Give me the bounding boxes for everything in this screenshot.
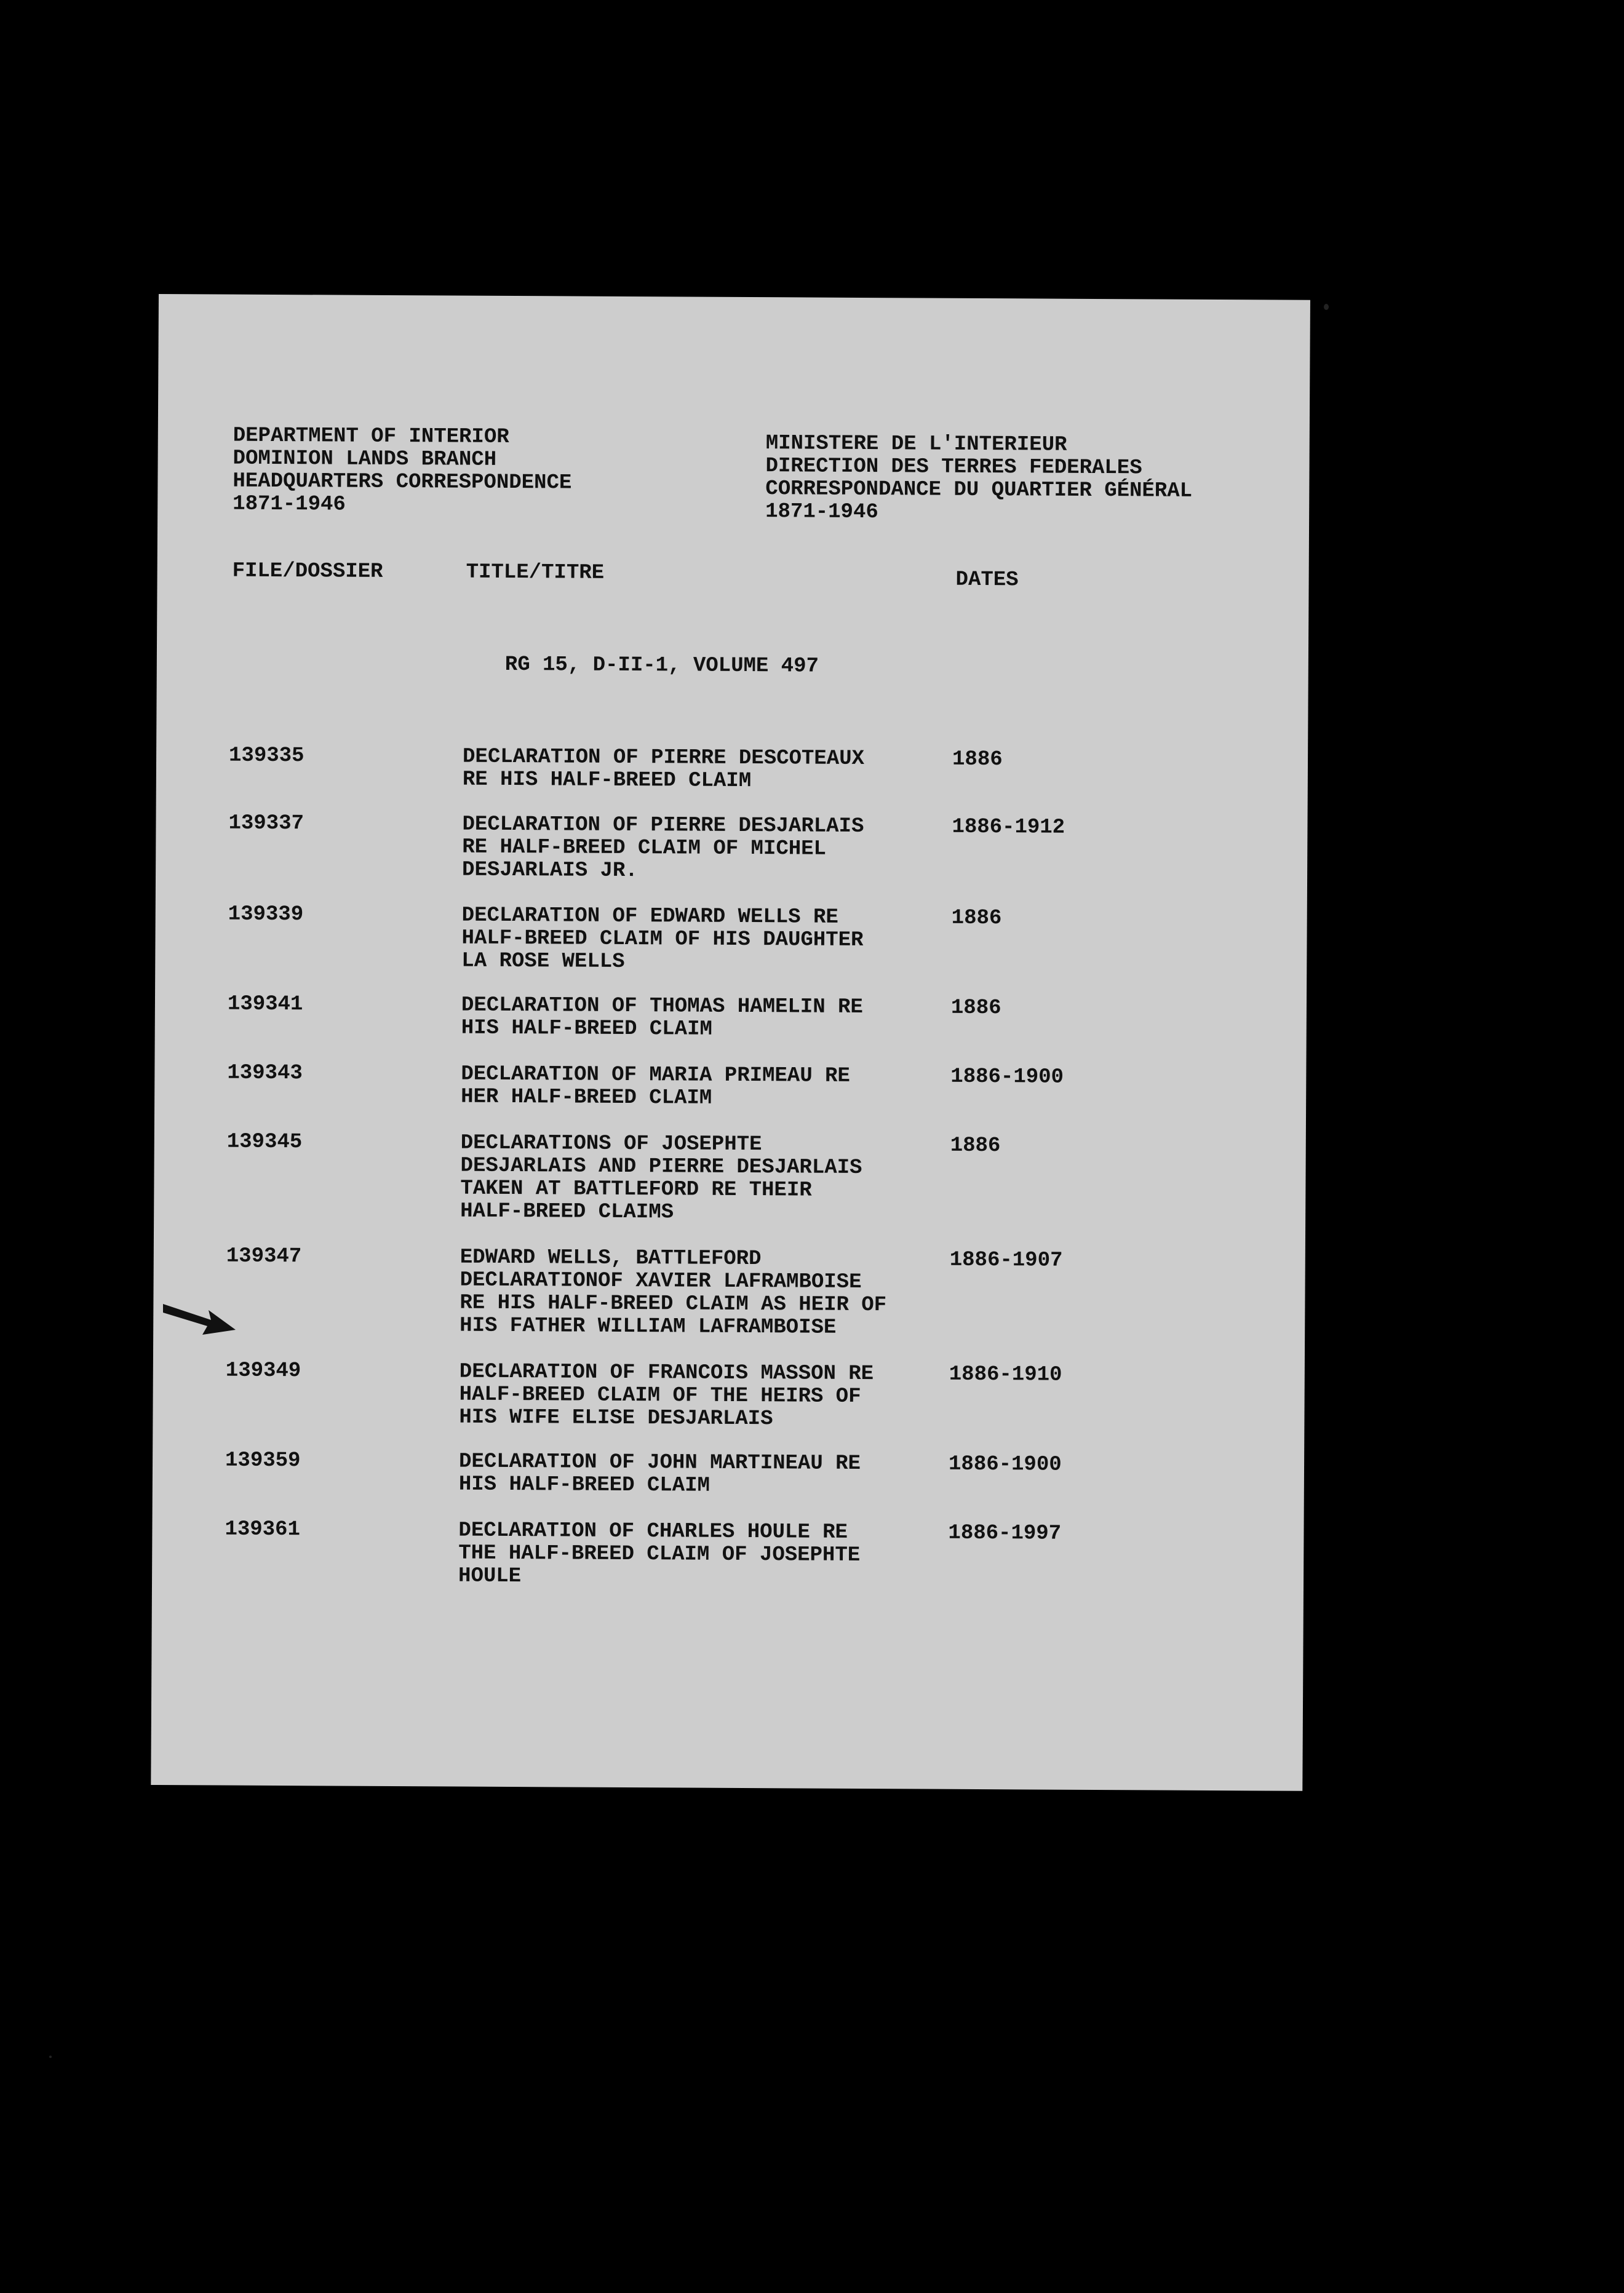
document-page	[151, 294, 1310, 1791]
file-number: 139359	[225, 1449, 301, 1473]
column-header-dates: DATES	[955, 568, 1019, 592]
file-number: 139349	[225, 1359, 301, 1383]
file-dates: 1886	[950, 1134, 1001, 1158]
volume-reference: RG 15, D-II-1, VOLUME 497	[504, 653, 819, 678]
file-title: DECLARATION OF JOHN MARTINEAU RE HIS HALF-BREED CLAIM	[458, 1450, 861, 1498]
list-item	[154, 1244, 1305, 1340]
file-title: DECLARATION OF MARIA PRIMEAU RE HER HALF-BREED CLAIM	[461, 1062, 850, 1110]
list-item	[153, 1517, 1304, 1589]
file-dates: 1886	[951, 906, 1002, 931]
list-item	[156, 902, 1307, 974]
file-title: DECLARATIONS OF JOSEPHTE DESJARLAIS AND PIERRE DESJARLAIS TAKEN AT BATTLEFORD RE THEIR HALF-BREED CLAIMS	[460, 1131, 862, 1225]
file-title: DECLARATION OF PIERRE DESJARLAIS RE HALF-BREED CLAIM OF MICHEL DESJARLAIS JR.	[462, 813, 864, 883]
column-header-file: FILE/DOSSIER	[232, 559, 383, 584]
file-dates: 1886	[952, 747, 1003, 772]
scan-speck	[49, 2056, 52, 2058]
file-dates: 1886	[950, 996, 1001, 1020]
header-english: DEPARTMENT OF INTERIOR DOMINION LANDS BRANCH HEADQUARTERS CORRESPONDENCE 1871-1946	[233, 424, 572, 517]
list-item	[156, 811, 1308, 883]
file-title: DECLARATION OF FRANCOIS MASSON RE HALF-BREED CLAIM OF THE HEIRS OF HIS WIFE ELISE DESJARLAIS	[459, 1360, 874, 1431]
file-dates: 1886-1900	[948, 1452, 1062, 1477]
list-item	[154, 1130, 1306, 1225]
file-title: EDWARD WELLS, BATTLEFORD DECLARATIONOF XAVIER LAFRAMBOISE RE HIS HALF-BREED CLAIM AS HEIR OF HIS FATHER WILLIAM LAFRAMBOISE	[460, 1246, 887, 1340]
file-title: DECLARATION OF PIERRE DESCOTEAUX RE HIS HALF-BREED CLAIM	[462, 745, 865, 793]
file-title: DECLARATION OF CHARLES HOULE RE THE HALF-BREED CLAIM OF JOSEPHTE HOULE	[458, 1519, 861, 1589]
file-dates: 1886-1912	[952, 815, 1065, 840]
file-dates: 1886-1997	[948, 1521, 1062, 1546]
file-title: DECLARATION OF EDWARD WELLS RE HALF-BREED CLAIM OF HIS DAUGHTER LA ROSE WELLS	[461, 904, 864, 974]
file-dates: 1886-1900	[950, 1065, 1064, 1089]
file-number: 139337	[228, 811, 304, 836]
list-item	[155, 992, 1307, 1041]
file-number: 139347	[226, 1244, 302, 1269]
file-title: DECLARATION OF THOMAS HAMELIN RE HIS HALF-BREED CLAIM	[461, 993, 863, 1041]
column-header-title: TITLE/TITRE	[466, 560, 605, 585]
file-number: 139343	[227, 1061, 303, 1086]
list-item	[154, 1061, 1306, 1110]
header-french: MINISTERE DE L'INTERIEUR DIRECTION DES TERRES FEDERALES CORRESPONDANCE DU QUARTIER GÉNÉRAL 1871-1946	[765, 432, 1193, 525]
file-number: 139341	[227, 992, 303, 1017]
file-number: 139361	[225, 1517, 301, 1542]
list-item	[153, 1449, 1304, 1498]
list-item	[156, 744, 1308, 793]
list-item	[153, 1359, 1305, 1431]
file-number: 139345	[226, 1130, 303, 1154]
file-dates: 1886-1910	[949, 1362, 1062, 1387]
file-number: 139335	[228, 744, 304, 768]
arrow-pointer-icon	[163, 1299, 237, 1336]
scan-speck	[1324, 304, 1329, 310]
file-dates: 1886-1907	[949, 1248, 1063, 1273]
file-number: 139339	[228, 902, 304, 927]
